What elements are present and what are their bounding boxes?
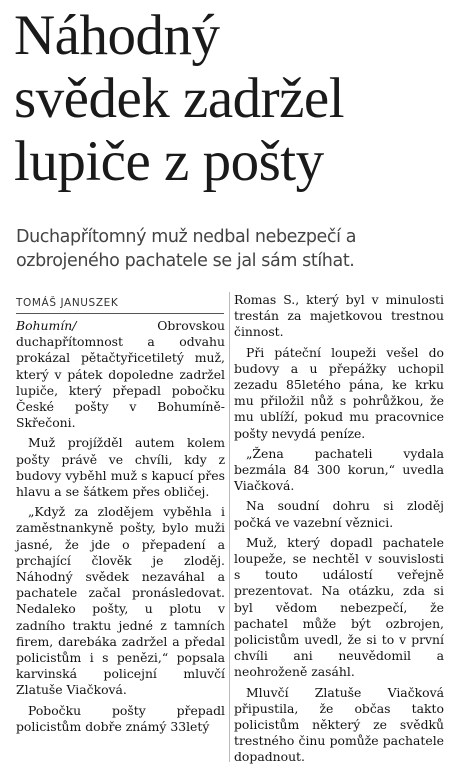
article-paragraph: Muž projížděl autem kolem pošty právě ve chvíli, kdy z budovy vyběhl muž s kapucí přes hlavu a se šátkem přes obličej. [16,435,225,500]
subhead-line: Duchapřítomný muž nedbal nebezpečí a [16,227,357,247]
author-byline: TOMÁŠ JANUSZEK [16,297,119,309]
article-paragraph: Pobočku pošty přepadl policistům dobře známý 33letý [16,702,225,734]
subhead-line: ozbrojeného pachatele se jal sám stíhat. [16,251,355,271]
article-column-left [16,318,225,739]
article-paragraph [16,318,225,431]
article-paragraph: Romas S., který byl v minulosti trestán za majetkovou trestnou činnost. [234,292,444,340]
article-paragraph: Při páteční loupeži vešel do budovy a u přepážky uchopil zezadu 85letého pána, ke krku mu přiložil nůž s pohrůžkou, že mu ublíží, pokud mu pracovnice pošty nevydá peníze. [234,344,444,441]
article-column-right [234,292,444,770]
paragraph-text: Obrovskou duchapřítomnost a odvahu prokázal pětačtyřicetiletý muž, který v pátek dopoledne zadržel lupiče, který přepadl pobočku České pošty v Bohumíně-Skřečoni. [16,318,225,431]
article-subheadline [16,225,446,273]
article-headline [14,4,450,193]
headline-line: lupiče z pošty [14,130,324,193]
byline-rule [16,313,224,314]
article-paragraph: Mluvčí Zlatuše Viačková připustila, že občas takto policistům některý ze svědků trestného činu pomůže pachatele dopadnout. [234,684,444,765]
article-paragraph: „Když za zlodějem vyběhla i zaměstnankyně pošty, bylo muži jasné, že jde o přepadení a prchající člověk je zloděj. Náhodný svědek nezaváhal a pachatele začal pronásledovat. Nedaleko pošty, u plotu v zadního traktu jedné z tamních firem, darebáka zadržel a předal policistům i s penězi,“ popsala karvinská policejní mluvčí Zlatuše Viačková. [16,504,225,698]
article-paragraph: „Žena pachateli vydala bezmála 84 300 korun,“ uvedla Viačková. [234,445,444,494]
headline-line: svědek zadržel [14,67,345,130]
dateline: Bohumín/ [16,318,77,333]
article-paragraph: Muž, který dopadl pachatele loupeže, se nechtěl v souvislosti s touto událostí veřejně prezentovat. Na otázku, zda si byl vědom nebezpečí, že pachatel může být ozbrojen, policistům uvedl, že si to v první chvíli ani neuvědomil a neohroženě zasáhl. [234,534,444,680]
headline-line: Náhodný [14,4,220,67]
article-paragraph: Na soudní dohru si zloděj počká ve vazební věznici. [234,498,444,530]
column-divider [229,292,230,762]
